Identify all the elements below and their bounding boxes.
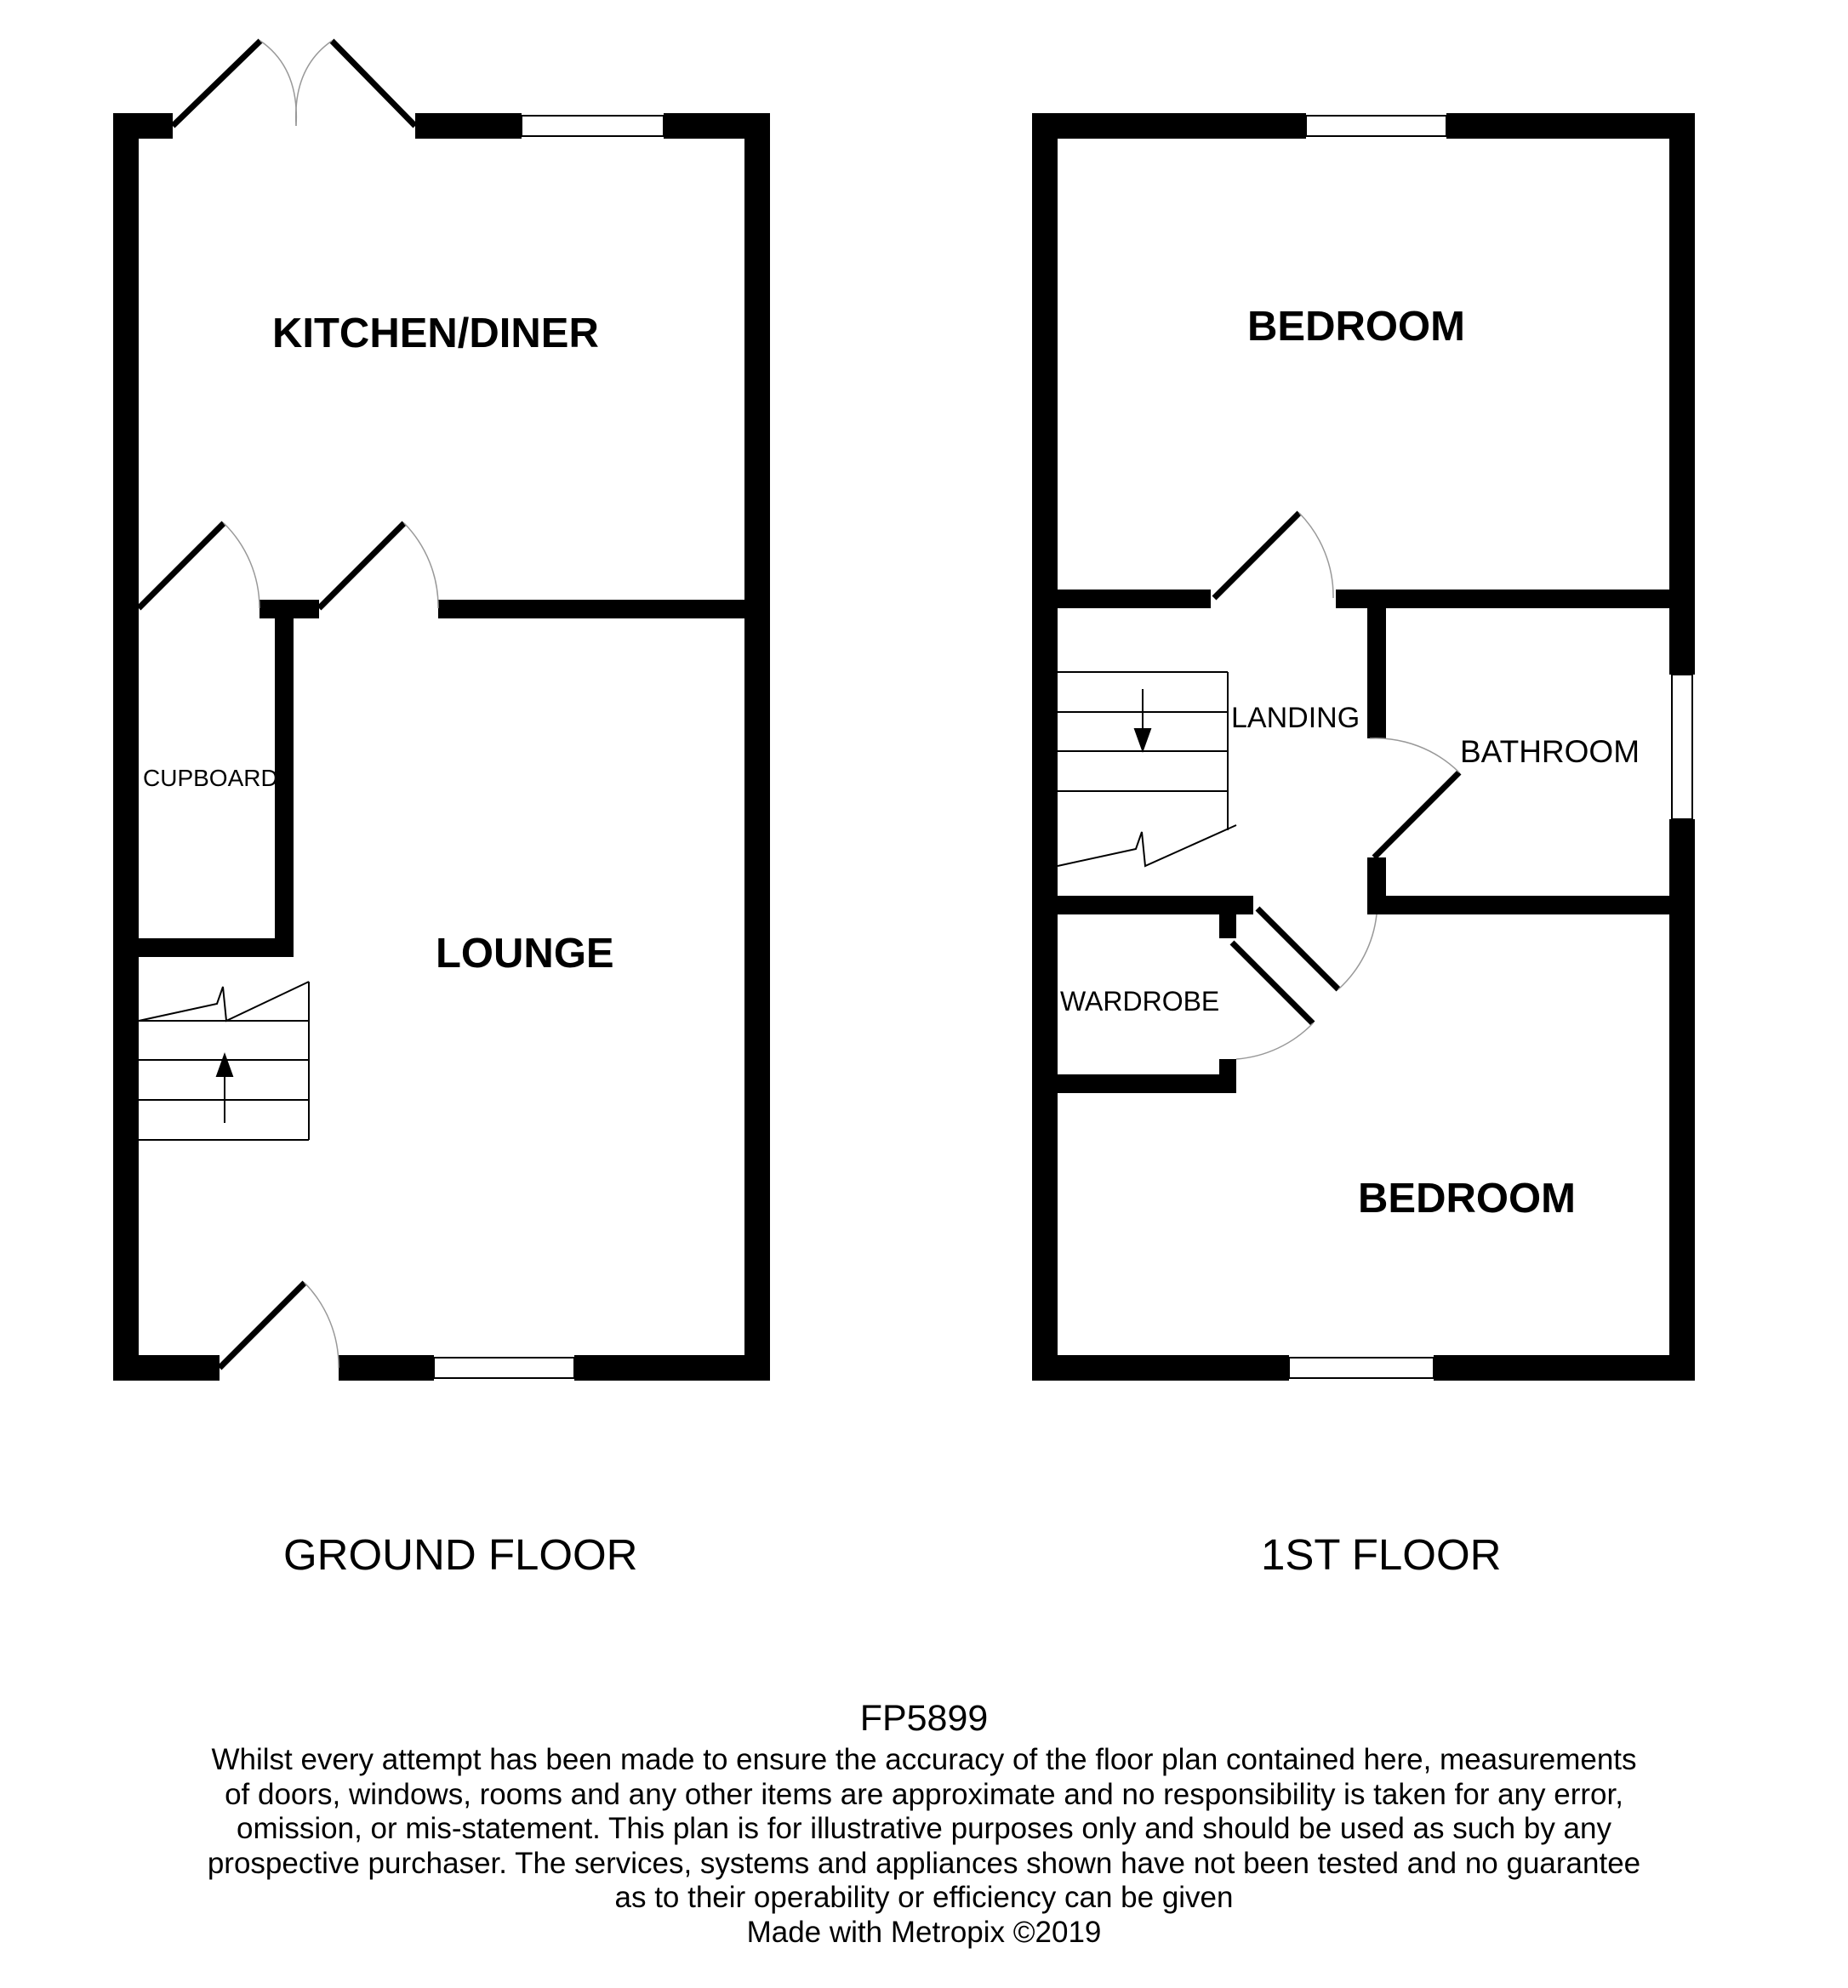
disclaimer-line: prospective purchaser. The services, systems and appliances shown have not been tested and no guarantee — [207, 1846, 1641, 1880]
disclaimer-line: Whilst every attempt has been made to ensure the accuracy of the floor plan contained here, measurements — [211, 1743, 1637, 1776]
lounge-window — [434, 1358, 574, 1378]
ground-floor-windows — [434, 116, 664, 1378]
ground-floor-plan — [113, 41, 770, 1579]
kitchen-window — [522, 116, 664, 136]
credit-line: Made with Metropix ©2019 — [746, 1915, 1102, 1949]
first-floor-title: 1ST FLOOR — [1261, 1530, 1502, 1579]
ground-floor-stairs — [139, 982, 309, 1140]
landing-label: LANDING — [1231, 702, 1360, 734]
bedroom-bottom-window — [1289, 1358, 1434, 1378]
bedroom-top-label: BEDROOM — [1247, 304, 1465, 350]
disclaimer-line: as to their operability or efficiency can be given — [614, 1881, 1234, 1914]
bathroom-label: BATHROOM — [1460, 734, 1640, 769]
first-floor-stairs — [1058, 672, 1236, 866]
kitchen-diner-label: KITCHEN/DINER — [272, 310, 599, 356]
ground-floor-title: GROUND FLOOR — [283, 1530, 638, 1579]
wardrobe-label: WARDROBE — [1060, 986, 1220, 1017]
bathroom-window — [1672, 675, 1692, 819]
disclaimer-block — [170, 1697, 1678, 1950]
cupboard-label: CUPBOARD — [143, 765, 278, 791]
floor-plan-reference: FP5899 — [859, 1698, 989, 1739]
lounge-label: LOUNGE — [436, 931, 614, 977]
ground-floor-walls — [113, 113, 770, 1381]
disclaimer-line: omission, or mis-statement. This plan is for illustrative purposes only and should be used as such by any — [237, 1812, 1611, 1845]
bedroom-bottom-label: BEDROOM — [1358, 1176, 1576, 1222]
first-floor-plan — [1032, 113, 1695, 1579]
french-doors — [173, 41, 415, 126]
disclaimer-line: of doors, windows, rooms and any other items are approximate and no responsibility is taken for any error, — [225, 1777, 1623, 1811]
bedroom-top-window — [1306, 116, 1446, 136]
